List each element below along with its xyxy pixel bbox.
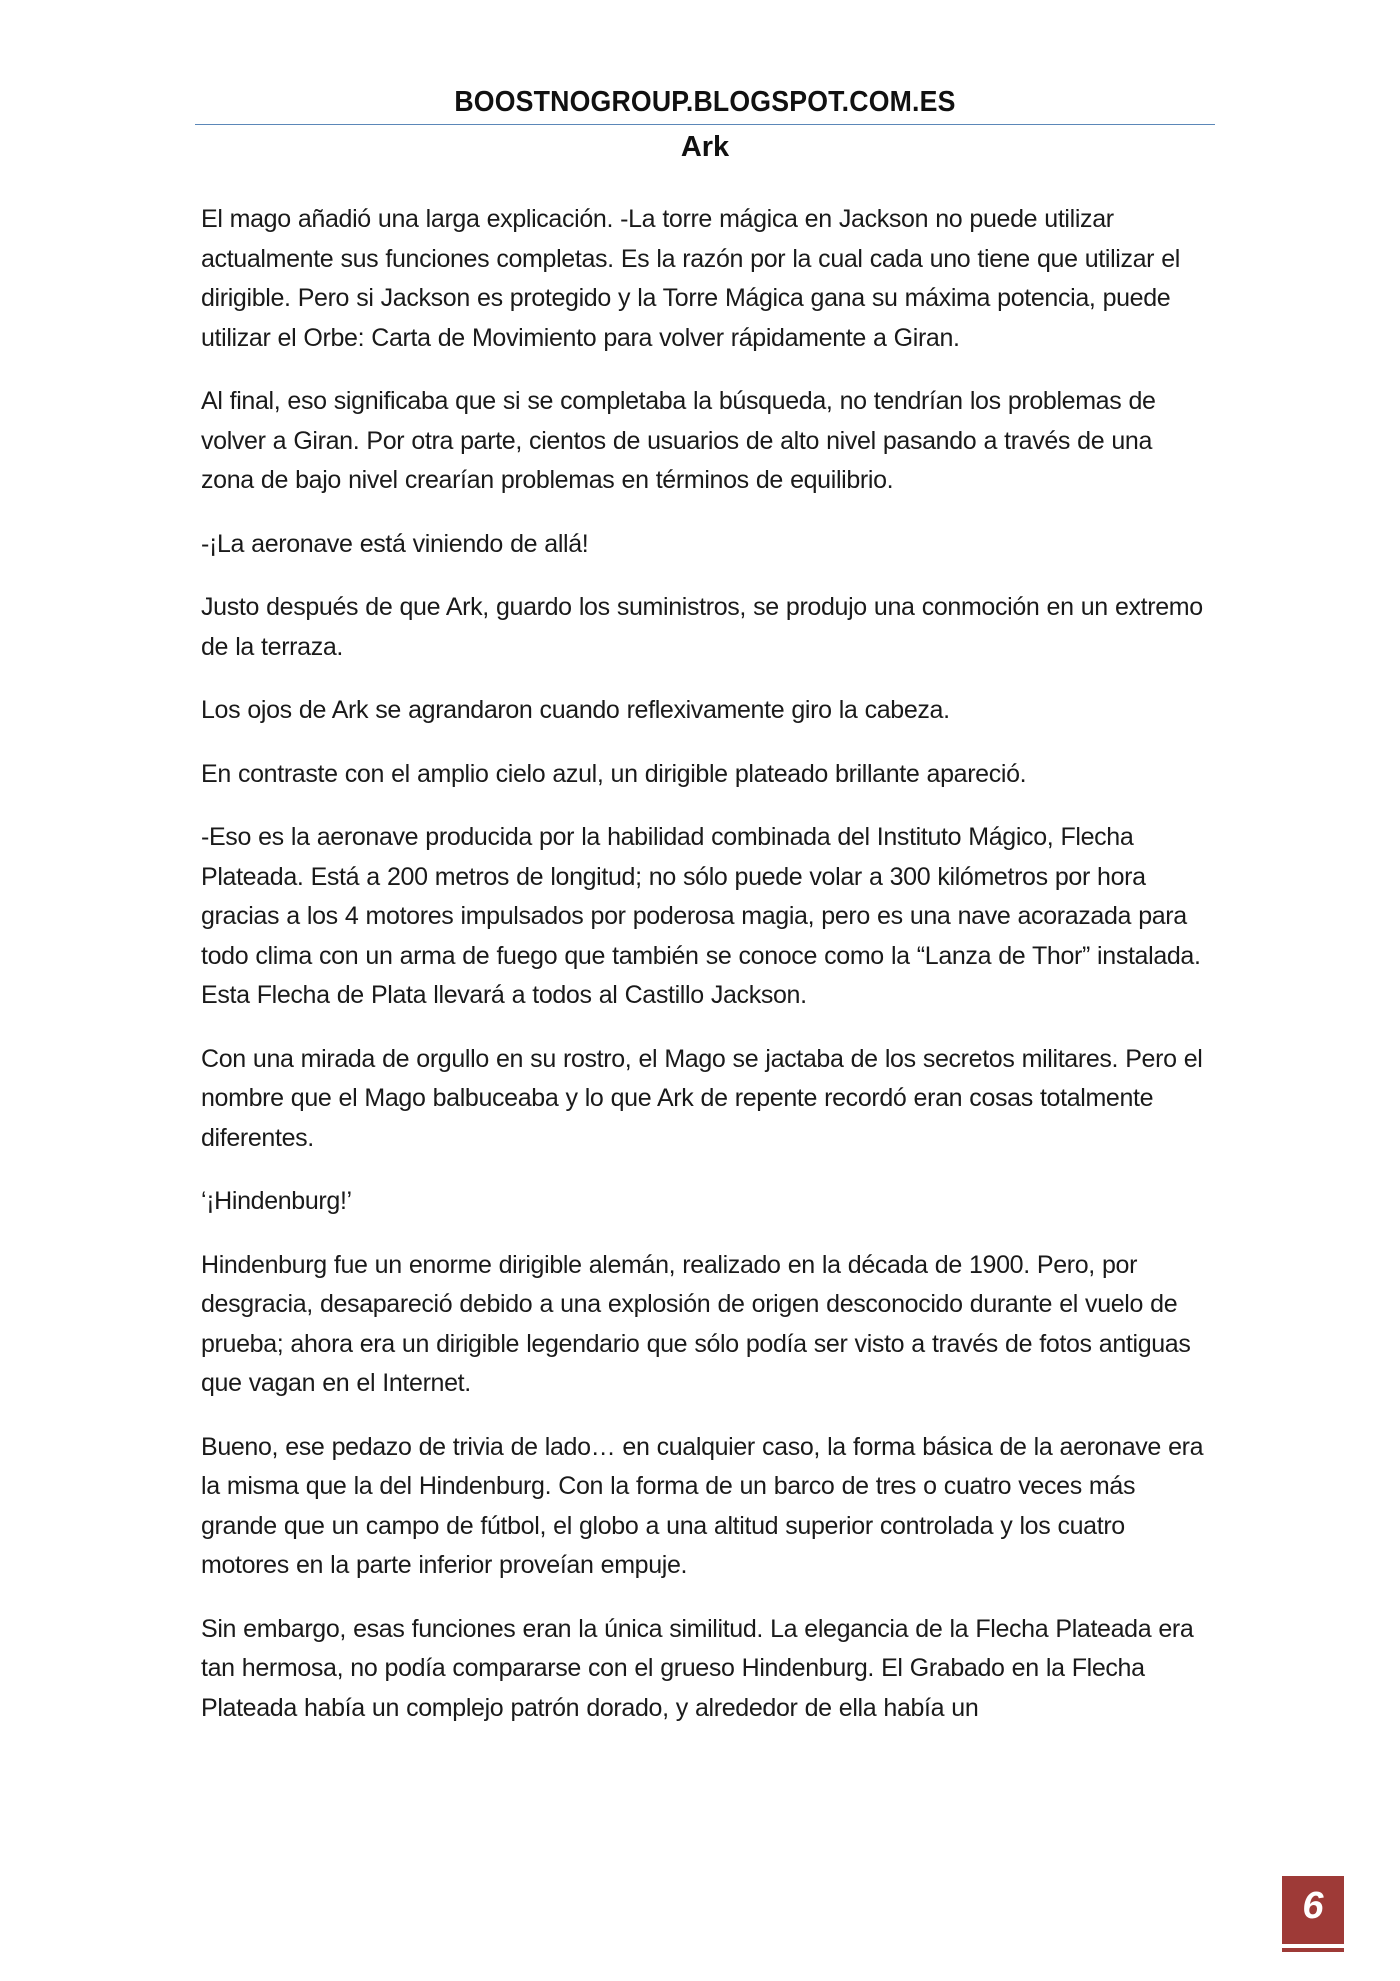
paragraph: Hindenburg fue un enorme dirigible alemán, realizado en la década de 1900. Pero, por desgracia, desapareció debido a una explosión de origen desconocido durante el vuelo de prueba; ahora era un dirigible legendario que sólo podía ser visto a través de fotos antiguas que vagan en el Internet. xyxy=(201,1250,1191,1397)
paragraph: -Eso es la aeronave producida por la habilidad combinada del Instituto Mágico, Flecha Plateada. Está a 200 metros de longitud; no sólo puede volar a 300 kilómetros por hora gracias a los 4 motores impulsados por poderosa magia, pero es una nave acorazada para todo clima con un arma de fuego que también se conoce como la “Lanza de Thor” instalada. Esta Flecha de Plata llevará a todos al Castillo Jackson. xyxy=(201,823,1201,1009)
chapter-title: Ark xyxy=(680,131,730,163)
paragraph: En contraste con el amplio cielo azul, un dirigible plateado brillante apareció. xyxy=(201,759,1027,788)
paragraph: Con una mirada de orgullo en su rostro, el Mago se jactaba de los secretos militares. Pero el nombre que el Mago balbuceaba y lo que Ark de repente recordó eran cosas totalmente diferentes. xyxy=(201,1044,1203,1152)
page-header xyxy=(195,82,1215,167)
paragraph: Justo después de que Ark, guardo los suministros, se produjo una conmoción en un extremo de la terraza. xyxy=(201,593,1203,661)
paragraph: ‘¡Hindenburg!’ xyxy=(201,1187,352,1215)
paragraph: El mago añadió una larga explicación. -La torre mágica en Jackson no puede utilizar actualmente sus funciones completas. Es la razón por la cual cada uno tiene que utilizar el dirigible. Pero si Jackson es protegido y la Torre Mágica gana su máxima potencia, puede utilizar el Orbe: Carta de Movimiento para volver rápidamente a Giran. xyxy=(201,205,1181,352)
paragraph: Sin embargo, esas funciones eran la única similitud. La elegancia de la Flecha Plateada era tan hermosa, no podía compararse con el grueso Hindenburg. El Grabado en la Flecha Plateada había un complejo patrón dorado, y alrededor de ella había un xyxy=(201,1614,1194,1722)
page-number-badge: 6 xyxy=(1282,1876,1344,1944)
body-text xyxy=(201,200,1211,1752)
paragraph: Los ojos de Ark se agrandaron cuando reflexivamente giro la cabeza. xyxy=(201,696,950,724)
header-rule xyxy=(195,124,1215,125)
paragraph: -¡La aeronave está viniendo de allá! xyxy=(201,529,589,558)
page-number-underline xyxy=(1282,1948,1344,1952)
paragraph: Al final, eso significaba que si se completaba la búsqueda, no tendrían los problemas de volver a Giran. Por otra parte, cientos de usuarios de alto nivel pasando a través de una zona de bajo nivel crearían problemas en términos de equilibrio. xyxy=(201,387,1156,494)
site-name: BOOSTNOGROUP.BLOGSPOT.COM.ES xyxy=(454,86,956,118)
paragraph: Bueno, ese pedazo de trivia de lado… en cualquier caso, la forma básica de la aeronave era la misma que la del Hindenburg. Con la forma de un barco de tres o cuatro veces más grande que un campo de fútbol, el globo a una altitud superior controlada y los cuatro motores en la parte inferior proveían empuje. xyxy=(201,1432,1204,1579)
